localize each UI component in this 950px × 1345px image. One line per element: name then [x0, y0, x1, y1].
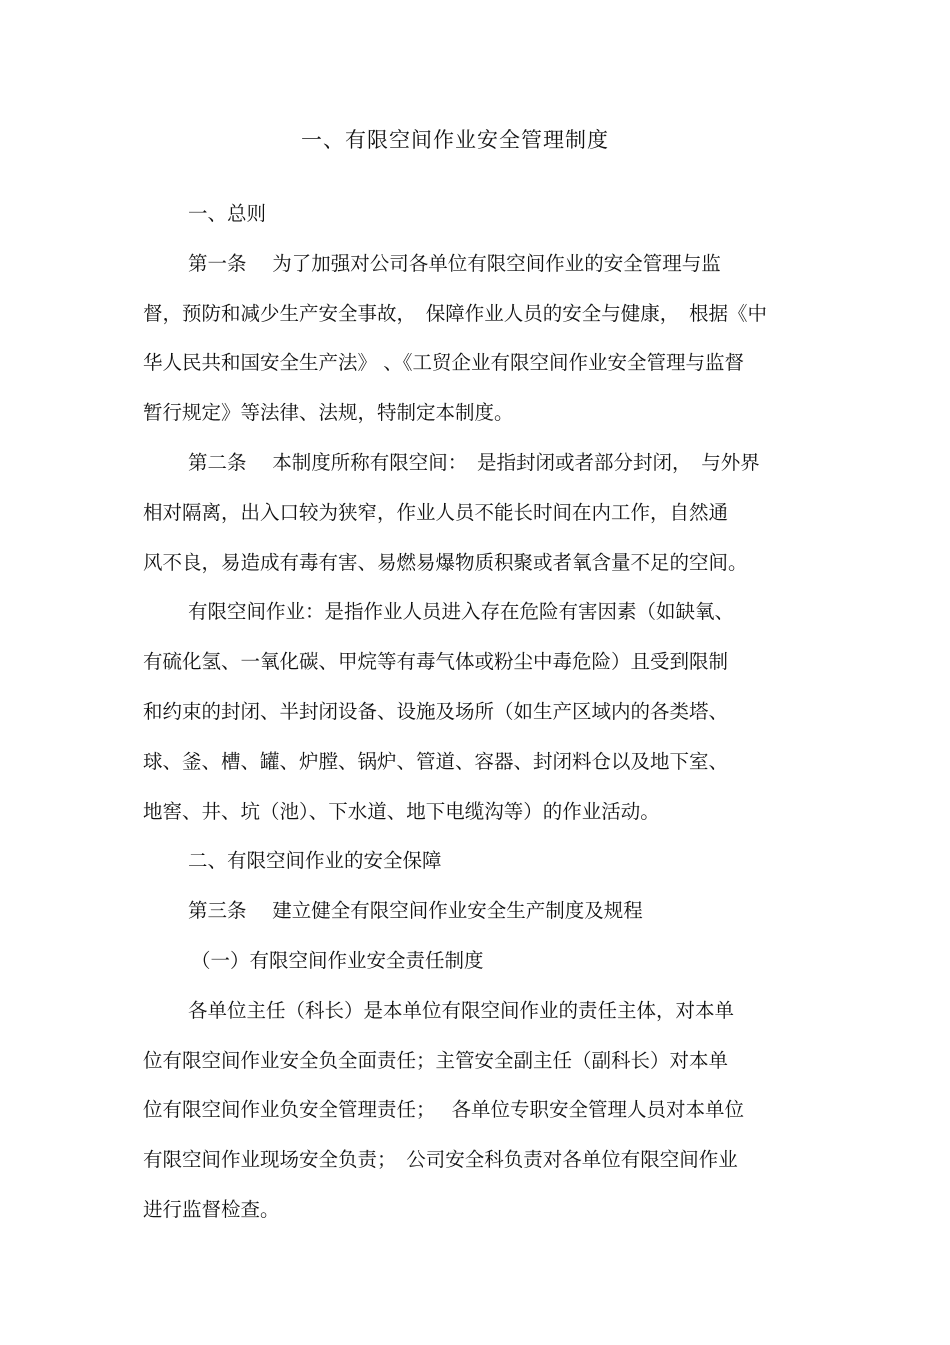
paragraph-line: 华人民共和国安全生产法》 、《工贸企业有限空间作业安全管理与监督	[143, 351, 744, 375]
paragraph-line: 位有限空间作业负安全管理责任； 各单位专职安全管理人员对本单位	[143, 1098, 744, 1122]
paragraph-line: 地窖、井、坑（池）、下水道、地下电缆沟等）的作业活动。	[143, 799, 660, 823]
paragraph-line: 有硫化氢、一氧化碳、甲烷等有毒气体或粉尘中毒危险）且受到限制	[143, 650, 729, 674]
section-heading-safety: 二、有限空间作业的安全保障	[188, 849, 442, 873]
paragraph-line: 风不良，易造成有毒有害、易燃易爆物质积聚或者氧含量不足的空间。	[143, 550, 748, 574]
paragraph-line: 位有限空间作业安全负全面责任；主管安全副主任（副科长）对本单	[143, 1048, 729, 1072]
paragraph-line: 第一条 为了加强对公司各单位有限空间作业的安全管理与监	[188, 251, 721, 275]
subsection-heading: （一）有限空间作业安全责任制度	[191, 948, 484, 972]
paragraph-line: 第三条 建立健全有限空间作业安全生产制度及规程	[188, 899, 643, 923]
document-title: 一、有限空间作业安全管理制度	[301, 128, 609, 152]
paragraph-line: 各单位主任（科长）是本单位有限空间作业的责任主体，对本单	[188, 998, 735, 1022]
section-heading-general: 一、总则	[188, 202, 267, 225]
paragraph-line: 进行监督检查。	[143, 1197, 280, 1221]
paragraph-line: 有限空间作业：是指作业人员进入存在危险有害因素（如缺氧、	[188, 600, 735, 624]
paragraph-line: 相对隔离，出入口较为狭窄，作业人员不能长时间在内工作，自然通	[143, 500, 729, 524]
paragraph-line: 和约束的封闭、半封闭设备、设施及场所（如生产区域内的各类塔、	[143, 699, 729, 723]
paragraph-line: 有限空间作业现场安全负责； 公司安全科负责对各单位有限空间作业	[143, 1148, 738, 1172]
paragraph-line: 暂行规定》等法律、法规，特制定本制度。	[143, 401, 514, 425]
document-body	[143, 196, 815, 1242]
paragraph-line: 第二条 本制度所称有限空间： 是指封闭或者部分封闭， 与外界	[188, 450, 760, 474]
paragraph-line: 督，预防和减少生产安全事故， 保障作业人员的安全与健康， 根据《中	[143, 301, 768, 325]
paragraph-line: 球、釜、槽、罐、炉膛、锅炉、管道、容器、封闭料仓以及地下室、	[143, 749, 729, 773]
